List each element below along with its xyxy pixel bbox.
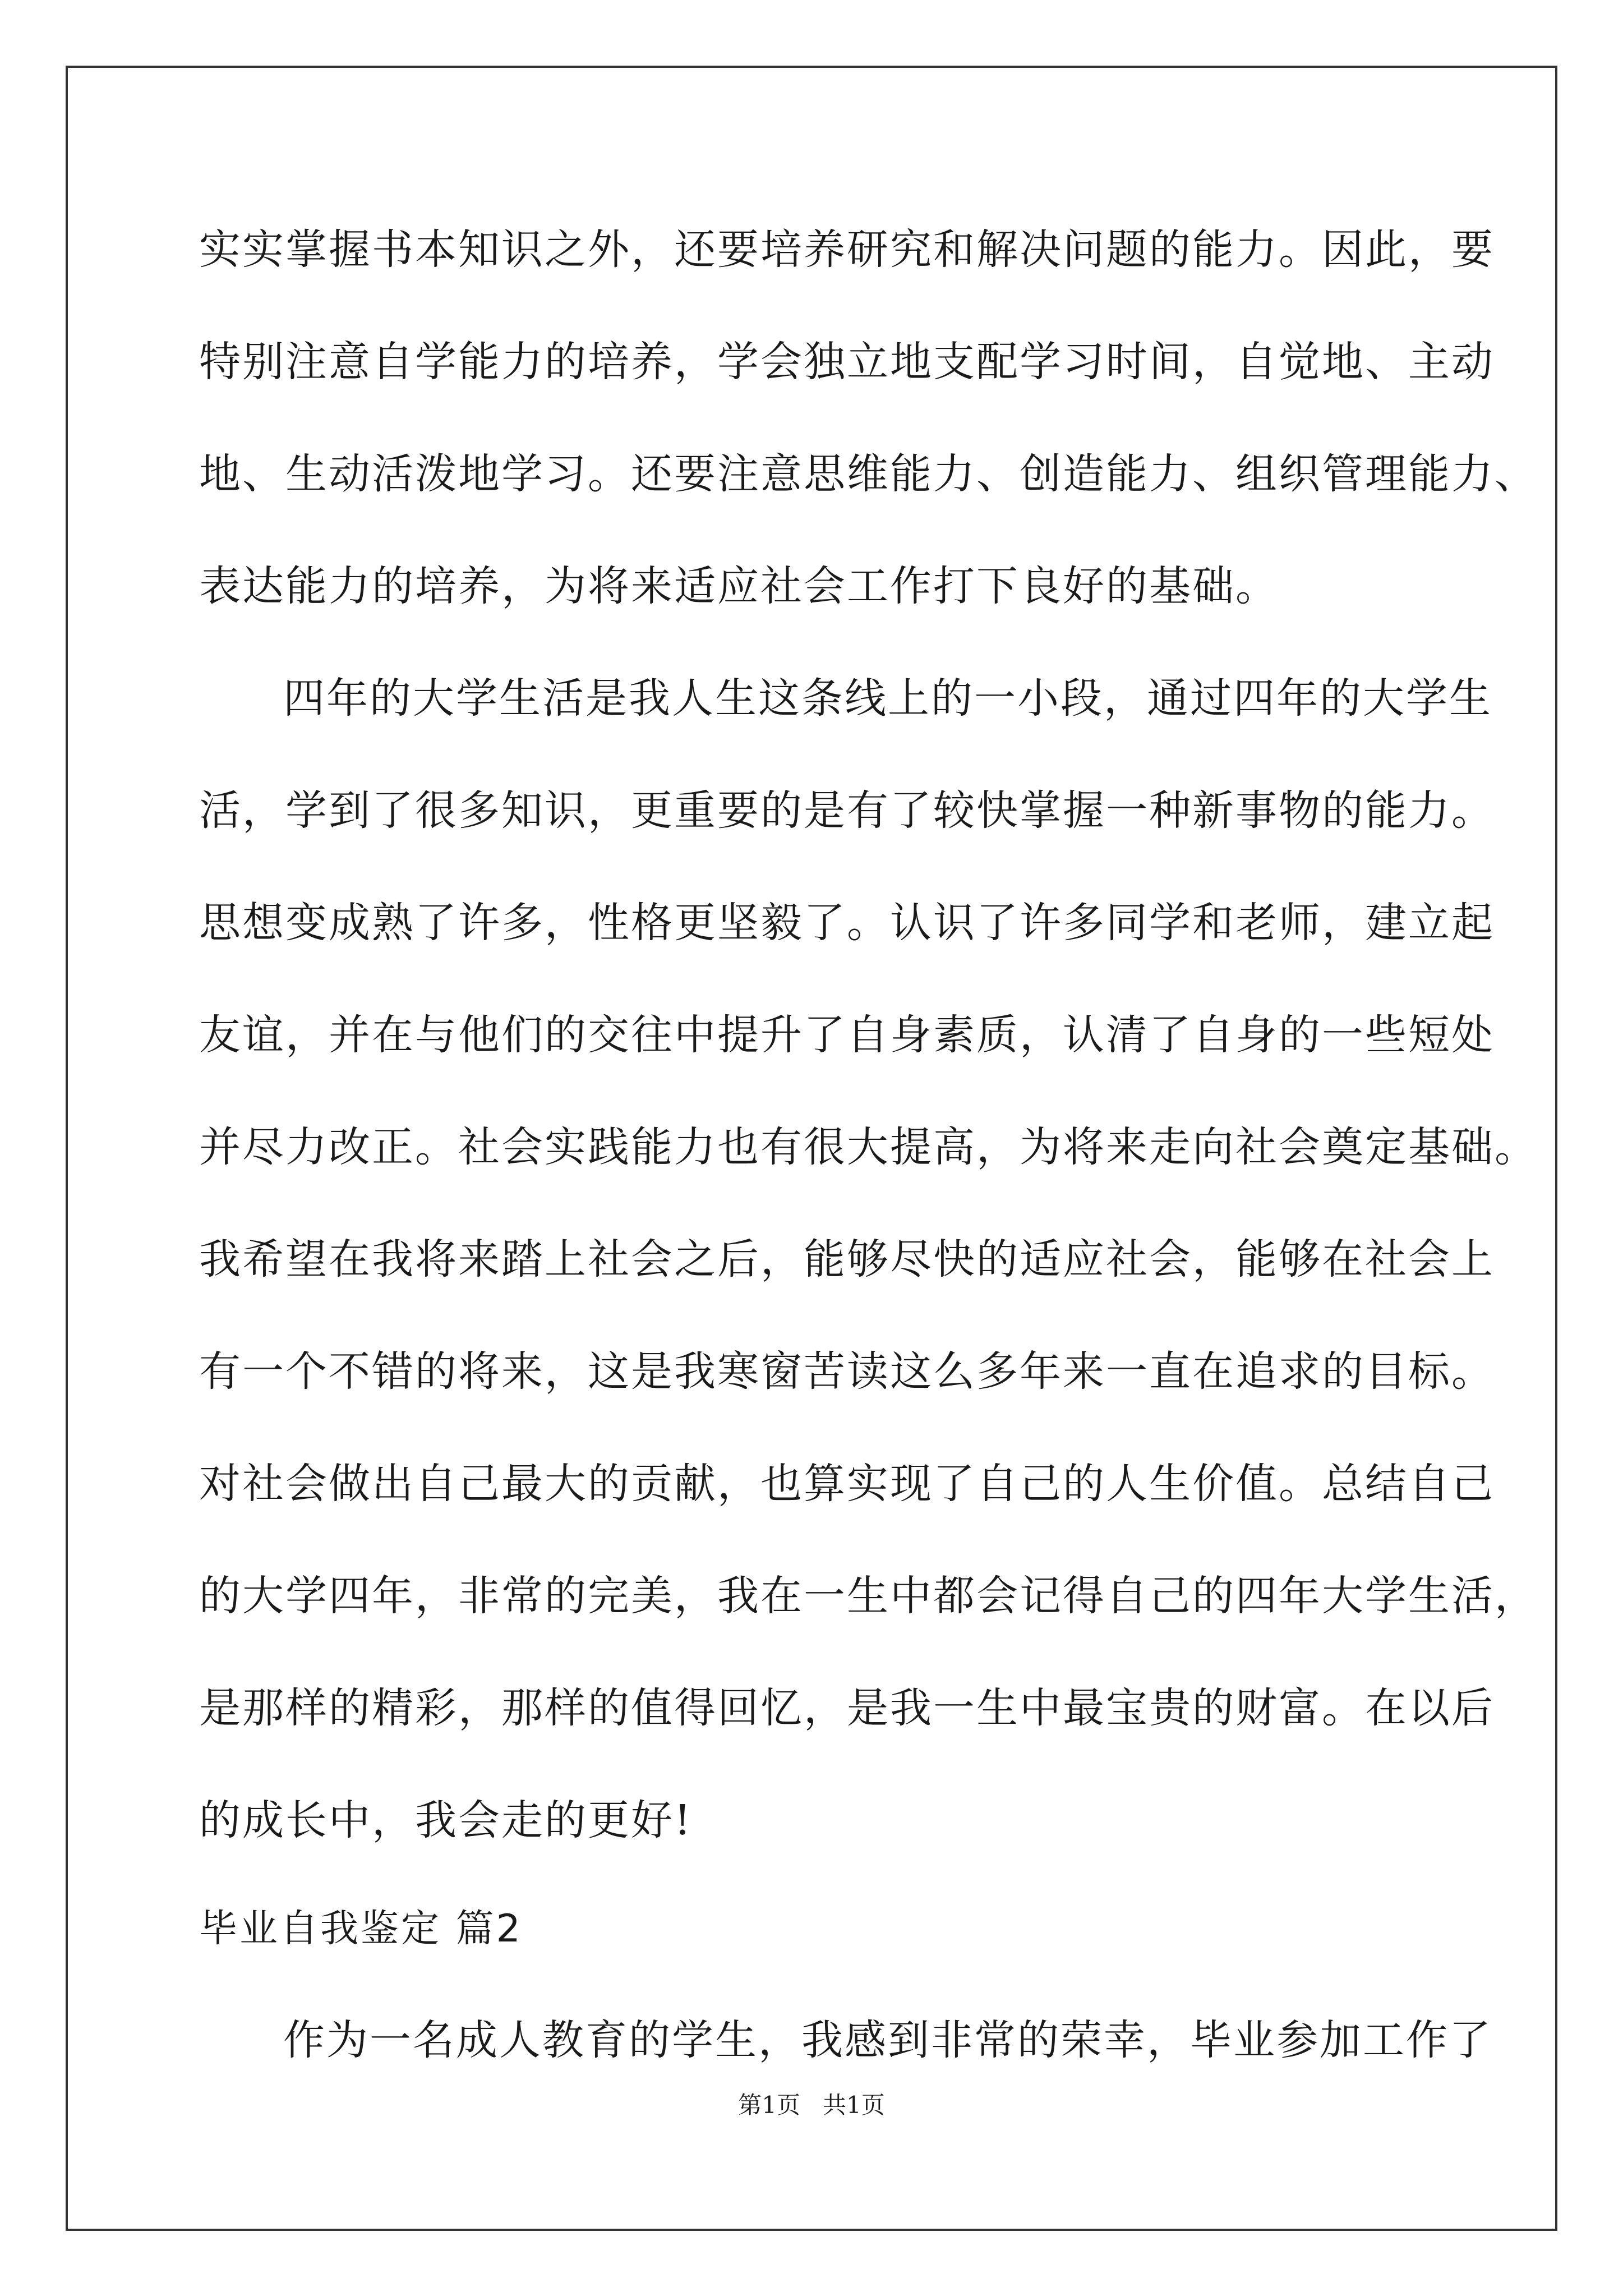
text-line: 表达能力的培养，为将来适应社会工作打下良好的基础。 — [199, 562, 1279, 610]
text-line: 特别注意自学能力的培养，学会独立地支配学习时间，自觉地、主动 — [199, 338, 1495, 386]
text-line: 我希望在我将来踏上社会之后，能够尽快的适应社会，能够在社会上 — [199, 1235, 1495, 1283]
page-footer: 第1页 共1页 — [738, 2091, 885, 2119]
section-heading: 毕业自我鉴定 篇2 — [199, 1907, 523, 1951]
text-line: 的大学四年，非常的完美，我在一生中都会记得自己的四年大学生活， — [199, 1572, 1538, 1620]
text-line: 对社会做出自己最大的贡献，也算实现了自己的人生价值。总结自己 — [199, 1460, 1495, 1508]
text-line: 的成长中，我会走的更好! — [199, 1796, 693, 1844]
text-line: 活，学到了很多知识，更重要的是有了较快掌握一种新事物的能力。 — [199, 786, 1495, 835]
text-line: 地、生动活泼地学习。还要注意思维能力、创造能力、组织管理能力、 — [199, 450, 1538, 498]
text-line: 思想变成熟了许多，性格更坚毅了。认识了许多同学和老师，建立起 — [199, 899, 1495, 947]
text-line: 有一个不错的将来，这是我寒窗苦读这么多年来一直在追求的目标。 — [199, 1347, 1495, 1396]
paragraph-start-line: 四年的大学生活是我人生这条线上的一小段，通过四年的大学生 — [283, 674, 1492, 723]
text-line: 友谊，并在与他们的交往中提升了自身素质，认清了自身的一些短处 — [199, 1011, 1495, 1059]
paragraph-start-line: 作为一名成人教育的学生，我感到非常的荣幸，毕业参加工作了 — [283, 2016, 1492, 2064]
text-line: 是那样的精彩，那样的值得回忆，是我一生中最宝贵的财富。在以后 — [199, 1684, 1495, 1732]
text-line: 实实掌握书本知识之外，还要培养研究和解决问题的能力。因此，要 — [199, 226, 1495, 274]
text-line: 并尽力改正。社会实践能力也有很大提高，为将来走向社会奠定基础。 — [199, 1123, 1538, 1171]
